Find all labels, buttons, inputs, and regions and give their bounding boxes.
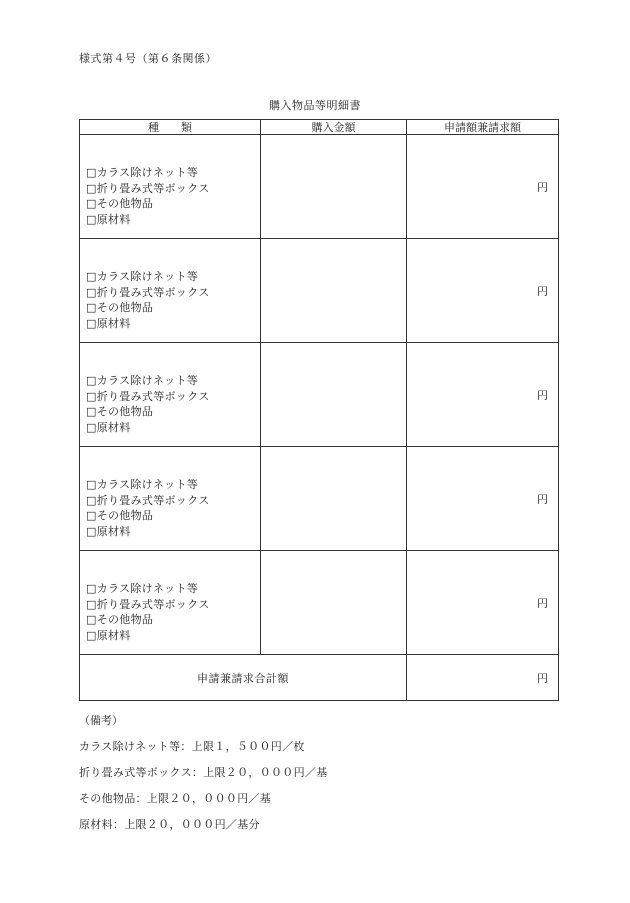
header-purchase-amount: 購入金額 bbox=[261, 120, 407, 135]
checkbox-net[interactable]: □カラス除けネット等 bbox=[86, 478, 199, 491]
table-header-row bbox=[80, 120, 559, 135]
note-line: 折り畳み式等ボックス：上限２０，０００円／基 bbox=[79, 766, 328, 779]
purchase-amount-cell[interactable] bbox=[261, 551, 407, 655]
checkbox-net[interactable]: □カラス除けネット等 bbox=[86, 582, 199, 595]
checkbox-material[interactable]: □原材料 bbox=[86, 524, 131, 538]
notes-title: （備考） bbox=[79, 714, 123, 727]
checkbox-material[interactable]: □原材料 bbox=[86, 316, 131, 330]
type-cell bbox=[80, 343, 261, 447]
checkbox-box[interactable]: □折り畳み式等ボックス bbox=[86, 181, 210, 195]
table-row bbox=[80, 135, 559, 239]
checkbox-net[interactable]: □カラス除けネット等 bbox=[86, 270, 199, 283]
note-line: 原材料：上限２０，０００円／基分 bbox=[79, 818, 260, 831]
checkbox-other[interactable]: □その他物品 bbox=[86, 613, 154, 626]
checkbox-material[interactable]: □原材料 bbox=[86, 212, 131, 226]
header-claim-amount: 申請額兼請求額 bbox=[407, 120, 559, 135]
purchase-amount-cell[interactable] bbox=[261, 343, 407, 447]
type-cell bbox=[80, 135, 261, 239]
purchase-amount-cell[interactable] bbox=[261, 239, 407, 343]
note-line: カラス除けネット等：上限１，５００円／枚 bbox=[79, 740, 305, 753]
total-row bbox=[80, 655, 559, 701]
type-cell bbox=[80, 239, 261, 343]
claim-amount-cell[interactable]: 円 bbox=[407, 343, 559, 447]
type-cell bbox=[80, 551, 261, 655]
claim-amount-cell[interactable]: 円 bbox=[407, 551, 559, 655]
note-line: その他物品：上限２０，０００円／基 bbox=[79, 792, 272, 805]
table-row bbox=[80, 447, 559, 551]
table-row bbox=[80, 343, 559, 447]
checkbox-other[interactable]: □その他物品 bbox=[86, 197, 154, 210]
checkbox-box[interactable]: □折り畳み式等ボックス bbox=[86, 597, 210, 611]
claim-amount-cell[interactable]: 円 bbox=[407, 239, 559, 343]
checkbox-material[interactable]: □原材料 bbox=[86, 420, 131, 434]
table-row bbox=[80, 551, 559, 655]
type-cell bbox=[80, 447, 261, 551]
form-number: 様式第４号（第６条関係） bbox=[79, 52, 217, 65]
claim-amount-cell[interactable]: 円 bbox=[407, 447, 559, 551]
purchase-amount-cell[interactable] bbox=[261, 447, 407, 551]
checkbox-net[interactable]: □カラス除けネット等 bbox=[86, 374, 199, 387]
checkbox-net[interactable]: □カラス除けネット等 bbox=[86, 166, 199, 179]
purchase-detail-table bbox=[79, 119, 559, 701]
checkbox-box[interactable]: □折り畳み式等ボックス bbox=[86, 493, 210, 507]
checkbox-box[interactable]: □折り畳み式等ボックス bbox=[86, 285, 210, 299]
checkbox-other[interactable]: □その他物品 bbox=[86, 405, 154, 418]
purchase-amount-cell[interactable] bbox=[261, 135, 407, 239]
table-row bbox=[80, 239, 559, 343]
checkbox-material[interactable]: □原材料 bbox=[86, 628, 131, 642]
checkbox-other[interactable]: □その他物品 bbox=[86, 509, 154, 522]
total-label: 申請兼請求合計額 bbox=[80, 655, 407, 701]
total-amount-cell[interactable]: 円 bbox=[407, 655, 559, 701]
claim-amount-cell[interactable]: 円 bbox=[407, 135, 559, 239]
header-type: 種 類 bbox=[80, 120, 261, 135]
checkbox-box[interactable]: □折り畳み式等ボックス bbox=[86, 389, 210, 403]
checkbox-other[interactable]: □その他物品 bbox=[86, 301, 154, 314]
document-title: 購入物品等明細書 bbox=[269, 99, 361, 112]
